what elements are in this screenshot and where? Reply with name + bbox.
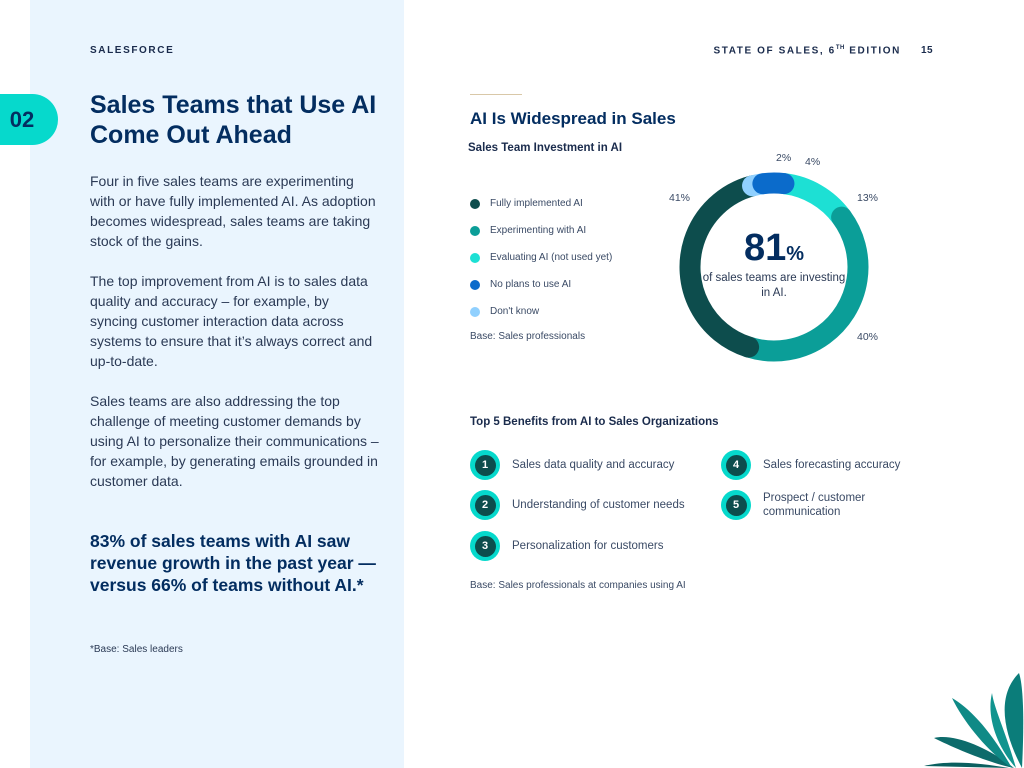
benefit-label-3: Personalization for customers: [512, 540, 664, 552]
highlight-stat: 83% of sales teams with AI saw revenue growth in the past year — versus 66% of teams without AI.*: [90, 531, 376, 595]
legend-dot-no-plans: [470, 280, 480, 290]
benefit-badge-5: [721, 490, 751, 520]
legend-dot-evaluating: [470, 253, 480, 263]
leaf-decoration-icon: [894, 668, 1024, 768]
center-unit: %: [786, 243, 805, 265]
benefit-item-2: [470, 490, 685, 520]
donut-center-caption: of sales teams are investing in AI.: [702, 272, 846, 299]
benefit-number-5: 5: [726, 495, 747, 516]
pct-label-fully-implemented: 41%: [669, 192, 691, 204]
page-number: 15: [921, 45, 934, 56]
chapter-tab: 02: [0, 94, 58, 145]
edition-prefix: STATE OF SALES, 6: [713, 45, 836, 57]
section-title: Sales Teams that Use AI Come Out Ahead: [90, 91, 377, 149]
benefit-number-3: 3: [475, 536, 496, 557]
footnote: *Base: Sales leaders: [90, 644, 183, 655]
legend-item-experimenting: [470, 217, 670, 244]
brand-name: SALESFORCE: [90, 45, 175, 56]
paragraph-3: Sales teams are also addressing the top challenge of meeting customer demands by using AI to personalize their communications – for example, by generating emails grounded in customer data.: [90, 393, 379, 489]
benefits-title: Top 5 Benefits from AI to Sales Organizations: [470, 416, 719, 428]
benefit-item-5: [721, 490, 893, 520]
benefit-badge-3: [470, 531, 500, 561]
benefit-number-4: 4: [726, 455, 747, 476]
benefit-badge-1: [470, 450, 500, 480]
legend-label-dont-know: Don't know: [490, 306, 540, 317]
benefit-badge-2: [470, 490, 500, 520]
legend-item-dont-know: [470, 298, 670, 325]
legend-dot-experimenting: [470, 226, 480, 236]
pct-label-experimenting: 40%: [857, 331, 879, 343]
paragraph-1: Four in five sales teams are experimenting with or have fully implemented AI. As adoption becomes widespread, sales teams are taking stock of the gains.: [90, 173, 376, 249]
legend-label-evaluating: Evaluating AI (not used yet): [490, 252, 613, 263]
edition-suffix: EDITION: [844, 45, 901, 57]
legend-item-fully-implemented: [470, 190, 670, 217]
benefit-item-3: [470, 531, 663, 561]
chart-title: AI Is Widespread in Sales: [470, 109, 676, 128]
paragraph-2: The top improvement from AI is to sales data quality and accuracy – for example, by syncing customer interaction data across systems to ensure that it’s always correct and up-to-date.: [90, 273, 373, 369]
benefit-item-4: [721, 450, 900, 480]
benefit-label-4: Sales forecasting accuracy: [763, 459, 901, 471]
benefit-label-2: Understanding of customer needs: [512, 499, 685, 511]
legend-label-fully-implemented: Fully implemented AI: [490, 198, 583, 209]
legend-item-no-plans: [470, 271, 670, 298]
chart-base-note: Base: Sales professionals: [470, 331, 586, 342]
legend-label-no-plans: No plans to use AI: [490, 279, 572, 290]
edition-label: [713, 45, 901, 56]
benefit-number-2: 2: [475, 495, 496, 516]
chart-subtitle: Sales Team Investment in AI: [468, 142, 623, 154]
benefit-number-1: 1: [475, 455, 496, 476]
pct-label-evaluating: 13%: [857, 192, 879, 204]
benefit-badge-4: [721, 450, 751, 480]
benefit-item-1: [470, 450, 674, 480]
legend-item-evaluating: [470, 244, 670, 271]
center-number: 81: [743, 227, 787, 269]
benefit-label-5: Prospect / customer communication: [763, 492, 866, 518]
pct-label-no-plans: 4%: [805, 156, 821, 168]
legend-dot-dont-know: [470, 307, 480, 317]
legend-dot-fully-implemented: [470, 199, 480, 209]
benefits-base-note: Base: Sales professionals at companies using AI: [470, 580, 686, 591]
edition-superscript: TH: [835, 45, 845, 51]
benefit-label-1: Sales data quality and accuracy: [512, 459, 675, 471]
legend-label-experimenting: Experimenting with AI: [490, 225, 587, 236]
donut-center-value: [700, 228, 848, 274]
title-rule: [470, 94, 522, 95]
pct-label-dont-know: 2%: [776, 152, 792, 164]
chart-legend: [470, 190, 670, 325]
